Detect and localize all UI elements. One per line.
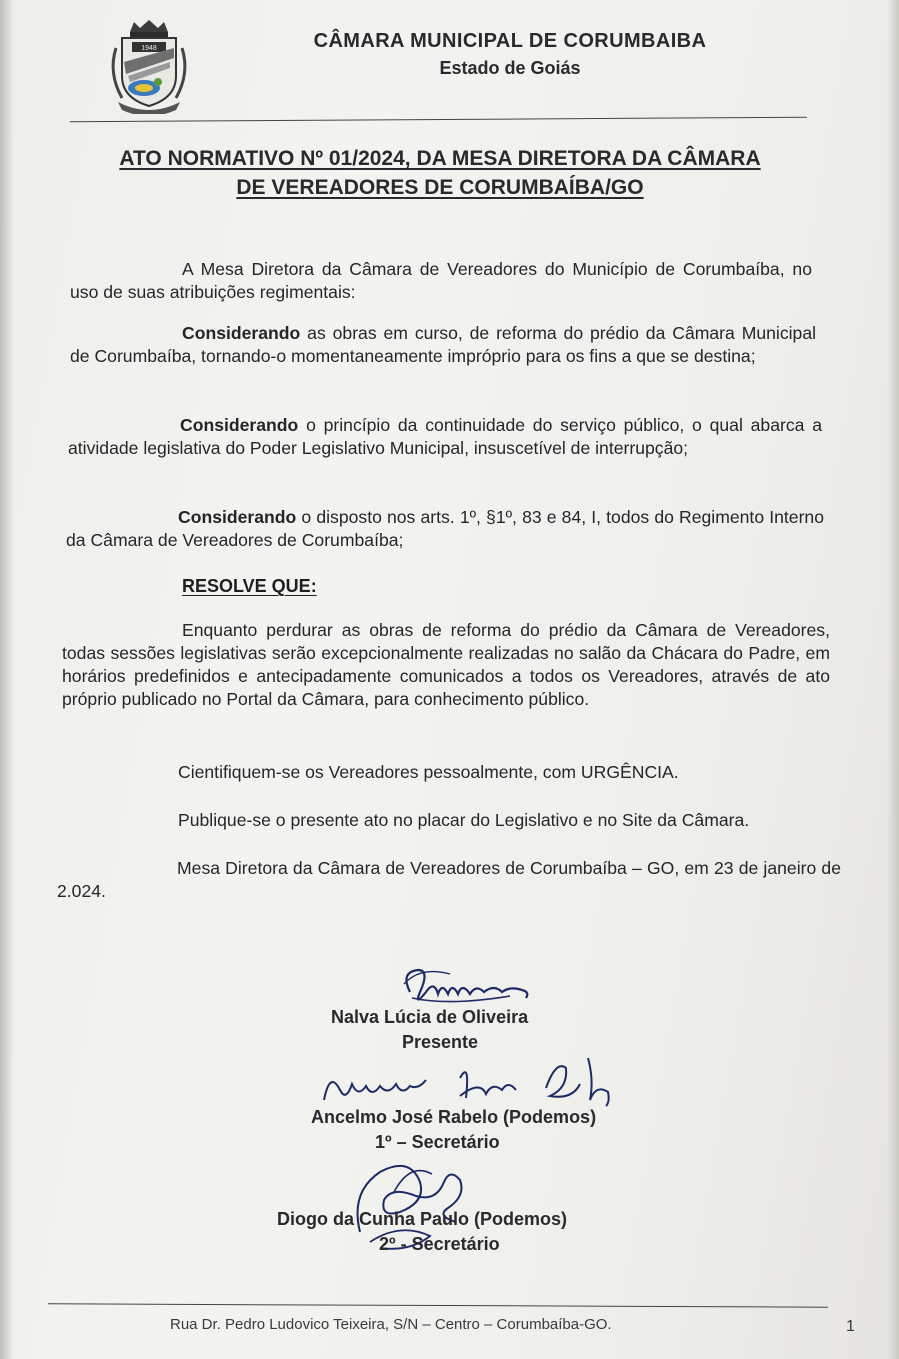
footer-divider — [48, 1303, 828, 1307]
svg-text:1948: 1948 — [141, 45, 157, 52]
page-number: 1 — [846, 1318, 855, 1335]
consideration-1: Considerando as obras em curso, de reforma do prédio da Câmara Municipal de Corumbaíba, tornando-o momentaneamente impróprio para os fins a que se destina; — [70, 323, 817, 366]
act-title — [70, 144, 810, 202]
consideration-2: Considerando o princípio da continuidade do serviço público, o qual abarca a atividade legislativa do Poder Legislativo Municipal, insuscetível de interrupção; — [68, 415, 822, 458]
closing-paragraph: Mesa Diretora da Câmara de Vereadores de Corumbaíba – GO, em 23 de janeiro de 2.024. — [57, 858, 841, 901]
consideration-3: Considerando o disposto nos arts. 1º, §1º, 83 e 84, I, todos do Regimento Interno da Câmara de Vereadores de Corumbaíba; — [66, 507, 825, 550]
considering-label: Considerando — [180, 415, 299, 435]
notify-line: Cientifiquem-se os Vereadores pessoalmente, com URGÊNCIA. — [178, 762, 679, 782]
considering-label: Considerando — [182, 323, 301, 343]
signatory-1-name: Nalva Lúcia de Oliveira — [331, 1007, 529, 1027]
considering-label: Considerando — [178, 507, 297, 527]
act-title-line2: DE VEREADORES DE CORUMBAÍBA/GO — [236, 176, 644, 199]
state-name: Estado de Goiás — [439, 58, 581, 78]
coat-of-arms-icon — [104, 18, 194, 114]
signatory-2-role: 1º – Secretário — [375, 1132, 500, 1152]
footer-address: Rua Dr. Pedro Ludovico Teixeira, S/N – Centro – Corumbaíba-GO. — [170, 1316, 612, 1333]
signatory-1-role: Presente — [402, 1032, 479, 1052]
resolution-paragraph: Enquanto perdurar as obras de reforma do prédio da Câmara de Vereadores, todas sessões legislativas serão excepcionalmente realizadas no salão da Chácara do Padre, em horários predefinidos e antecipadamente comunicados a todos os Vereadores, através de ato próprio publicado no Portal da Câmara, para conhecimento público. — [62, 620, 830, 709]
header-divider — [70, 117, 807, 123]
page-edge-shadow-right — [887, 0, 899, 1359]
page-edge-shadow — [0, 0, 14, 1359]
signatory-3-role: 2º - Secretário — [379, 1234, 500, 1254]
resolve-heading: RESOLVE QUE: — [182, 576, 317, 596]
signatory-2-name: Ancelmo José Rabelo (Podemos) — [311, 1107, 597, 1127]
publish-line: Publique-se o presente ato no placar do Legislativo e no Site da Câmara. — [178, 810, 750, 830]
signatory-3-name: Diogo da Cunha Paulo (Podemos) — [277, 1209, 568, 1229]
act-title-line1: ATO NORMATIVO Nº 01/2024, DA MESA DIRETORA DA CÂMARA — [119, 147, 761, 170]
org-name: CÂMARA MUNICIPAL DE CORUMBAIBA — [313, 30, 707, 52]
intro-paragraph: A Mesa Diretora da Câmara de Vereadores do Município de Corumbaíba, no uso de suas atribuições regimentais: — [70, 259, 812, 302]
